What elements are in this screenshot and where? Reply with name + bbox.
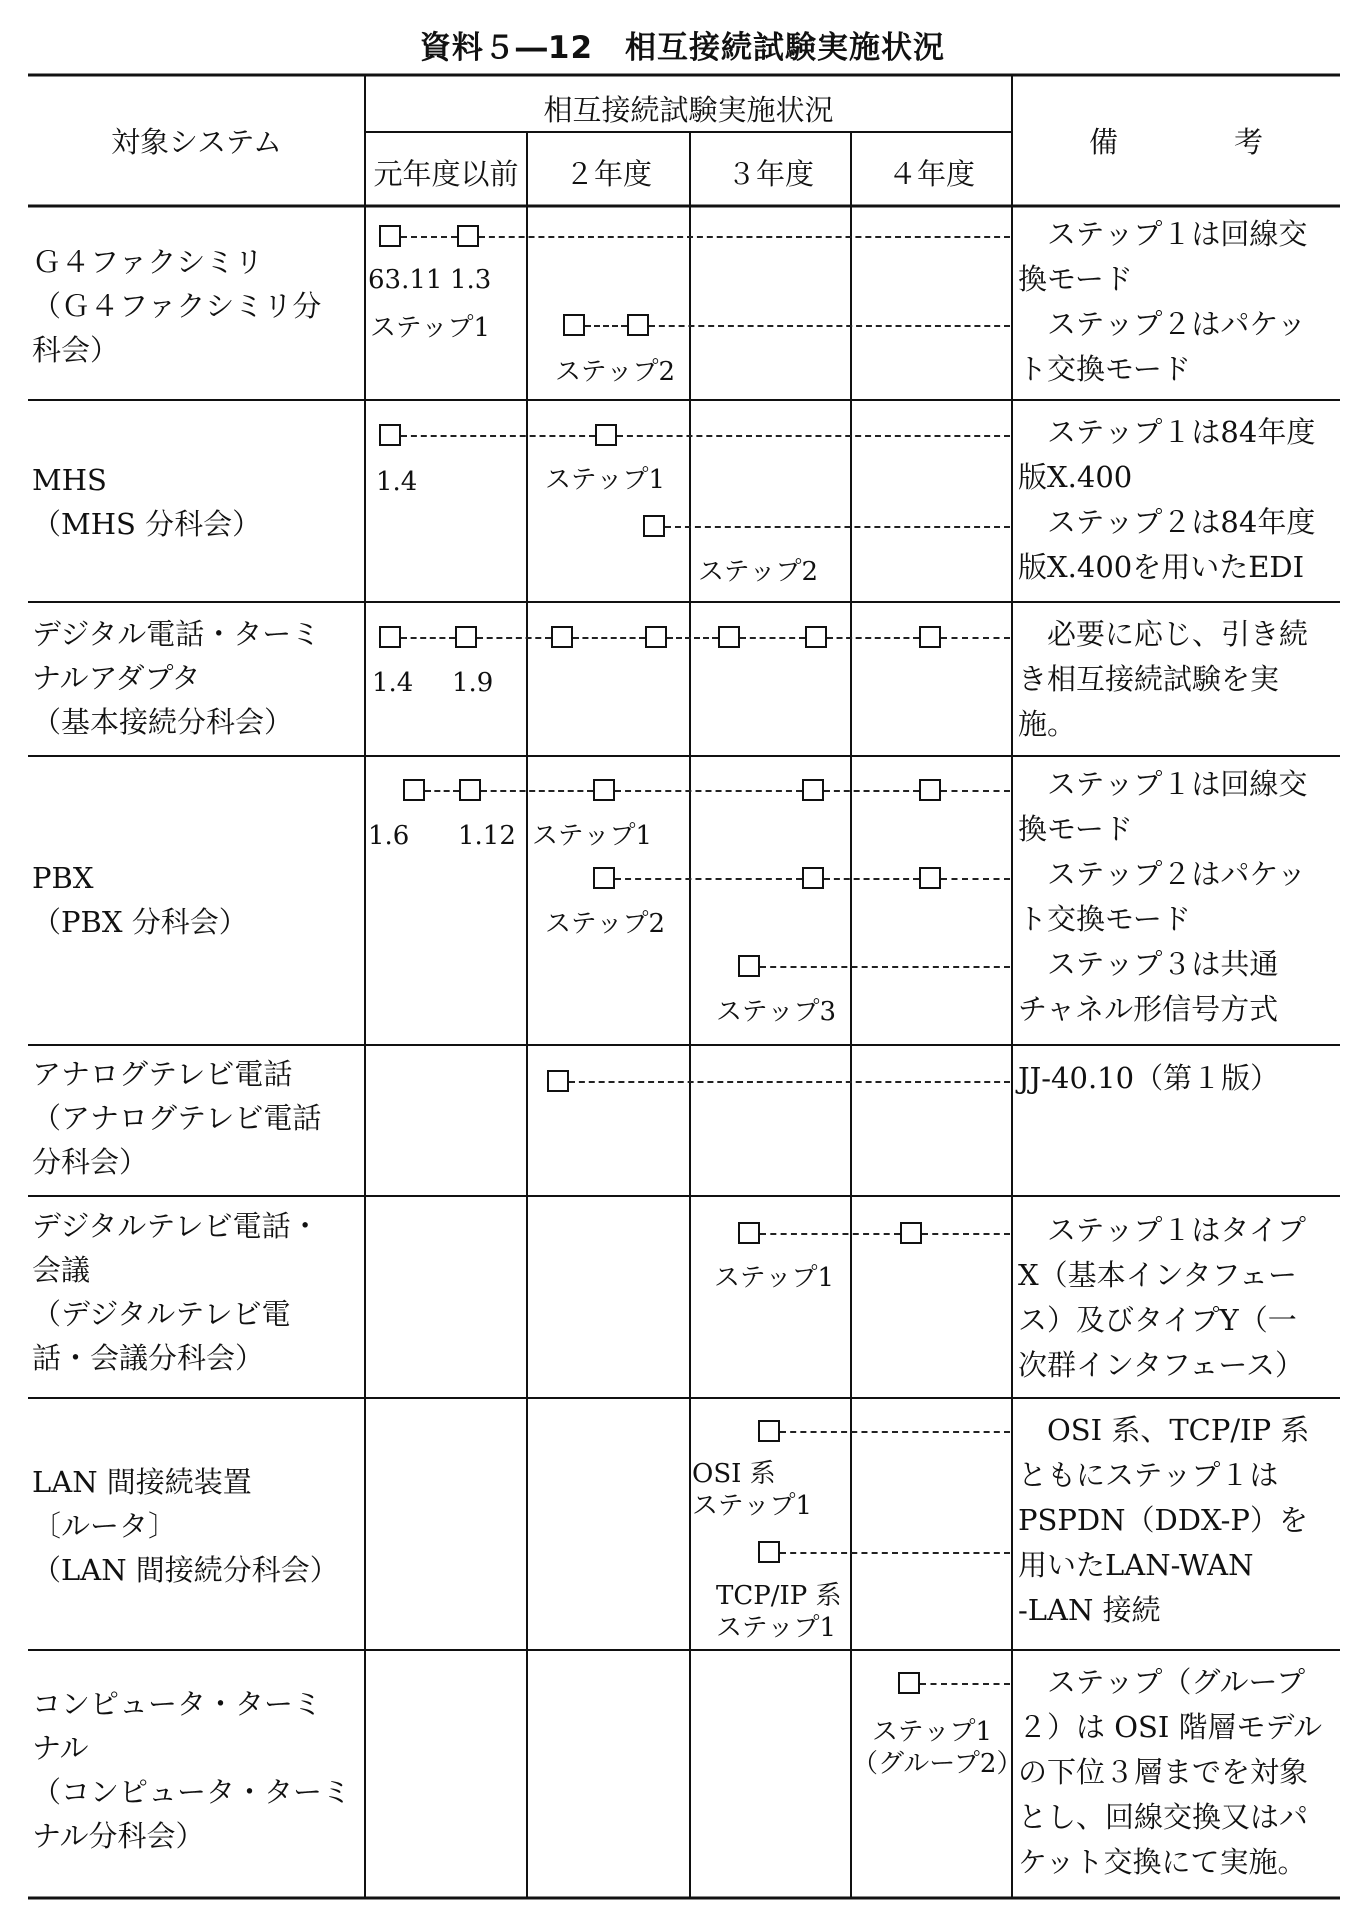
- system-pbx: PBX （PBX 分科会）: [32, 861, 248, 939]
- system-digital-tv-conference: デジタルテレビ電話・ 会議 （デジタルテレビ電 話・会議分科会）: [32, 1209, 320, 1375]
- header-status: 相互接続試験実施状況: [543, 93, 834, 127]
- step-label: ステップ1: [370, 313, 491, 343]
- timeline-line: [920, 1683, 1010, 1685]
- timeline-line: [585, 325, 627, 327]
- milestone-marker: [643, 515, 665, 537]
- milestone-marker: [547, 1070, 569, 1092]
- timeline-line: [481, 790, 593, 792]
- timeline-line: [941, 637, 1010, 639]
- milestone-marker: [645, 626, 667, 648]
- date-label: 63.11: [368, 265, 443, 295]
- timeline-line: [617, 435, 1010, 437]
- date-label: 1.12: [458, 821, 516, 851]
- timeline-line: [941, 790, 1010, 792]
- header-year-3: ４年度: [887, 157, 975, 191]
- timeline-line: [649, 325, 1010, 327]
- header-system: 対象システム: [110, 125, 283, 159]
- header-remarks: 備 考: [1088, 125, 1263, 159]
- date-label: 1.6: [368, 821, 410, 851]
- step-label: ステップ3: [716, 997, 837, 1027]
- milestone-marker: [379, 424, 401, 446]
- step-label: OSI 系: [692, 1459, 776, 1489]
- milestone-marker: [898, 1672, 920, 1694]
- milestone-marker: [455, 626, 477, 648]
- step-label: ステップ1: [716, 1613, 837, 1643]
- step-label: ステップ2: [545, 909, 666, 939]
- remarks-analog-tv-phone: JJ-40.10（第１版）: [1018, 1061, 1280, 1095]
- remarks-computer-terminal: ステップ（グループ ２）は OSI 階層モデル の下位３層までを対象 とし、回線交換又はパ ケット交換にて実施。: [1018, 1665, 1323, 1879]
- milestone-marker: [802, 867, 824, 889]
- header-year-2: ３年度: [726, 157, 814, 191]
- header-year-1: ２年度: [564, 157, 652, 191]
- milestone-marker: [718, 626, 740, 648]
- timeline-line: [824, 878, 919, 880]
- header-year-0: 元年度以前: [373, 157, 519, 191]
- milestone-marker: [551, 626, 573, 648]
- milestone-marker: [593, 779, 615, 801]
- system-digital-phone-ta: デジタル電話・ターミ ナルアダプタ （基本接続分科会）: [32, 617, 321, 739]
- milestone-marker: [563, 314, 585, 336]
- system-mhs: MHS （MHS 分科会）: [32, 463, 262, 541]
- timeline-line: [780, 1431, 1010, 1433]
- step-label: ステップ1: [532, 821, 653, 851]
- milestone-marker: [627, 314, 649, 336]
- timeline-line: [425, 790, 459, 792]
- timeline-line: [479, 236, 1010, 238]
- milestone-marker: [403, 779, 425, 801]
- remarks-lan-router: OSI 系、TCP/IP 系 ともにステップ１は PSPDN（DDX-P）を 用いたLAN-WAN -LAN 接続: [1018, 1413, 1310, 1627]
- step-label: ステップ1: [545, 465, 666, 495]
- step-label: ステップ1: [692, 1491, 813, 1521]
- system-g4-fax: Ｇ４ファクシミリ （Ｇ４ファクシミリ分 科会）: [32, 245, 322, 367]
- step-label: ステップ2: [698, 557, 819, 587]
- step-label: ステップ1: [714, 1263, 835, 1293]
- remarks-mhs: ステップ１は84年度 版X.400 ステップ２は84年度 版X.400を用いたEDI: [1018, 415, 1316, 584]
- date-label: 1.3: [450, 265, 492, 295]
- timeline-line: [401, 236, 457, 238]
- document-title: 資料５―12 相互接続試験実施状況: [419, 30, 946, 66]
- milestone-marker: [738, 1222, 760, 1244]
- system-computer-terminal: コンピュータ・ターミ ナル （コンピュータ・ターミ ナル分科会）: [32, 1687, 352, 1853]
- milestone-marker: [802, 779, 824, 801]
- system-lan-router: LAN 間接続装置 〔ルータ〕 （LAN 間接続分科会）: [32, 1465, 339, 1587]
- milestone-marker: [758, 1420, 780, 1442]
- timeline-line: [941, 878, 1010, 880]
- step-label: ステップ2: [555, 357, 676, 387]
- timeline-line: [615, 790, 802, 792]
- timeline-line: [780, 1552, 1010, 1554]
- timeline-line: [569, 1081, 1010, 1083]
- milestone-marker: [919, 867, 941, 889]
- timeline-line: [667, 637, 718, 639]
- timeline-line: [401, 435, 595, 437]
- milestone-marker: [595, 424, 617, 446]
- milestone-marker: [805, 626, 827, 648]
- remarks-g4-fax: ステップ１は回線交 換モード ステップ２はパケッ ト交換モード: [1018, 217, 1308, 386]
- timeline-line: [477, 637, 551, 639]
- milestone-marker: [919, 626, 941, 648]
- milestone-marker: [379, 225, 401, 247]
- step-label: （グループ2）: [852, 1749, 1023, 1779]
- date-label: 1.4: [376, 467, 418, 497]
- timeline-line: [827, 637, 919, 639]
- milestone-marker: [758, 1541, 780, 1563]
- date-label: 1.4: [372, 668, 414, 698]
- timeline-line: [760, 966, 1010, 968]
- milestone-marker: [457, 225, 479, 247]
- timeline-line: [615, 878, 802, 880]
- milestone-marker: [593, 867, 615, 889]
- milestone-marker: [379, 626, 401, 648]
- system-analog-tv-phone: アナログテレビ電話 （アナログテレビ電話 分科会）: [32, 1057, 322, 1179]
- timeline-line: [760, 1233, 900, 1235]
- date-label: 1.9: [452, 668, 494, 698]
- timeline-line: [824, 790, 919, 792]
- milestone-marker: [919, 779, 941, 801]
- remarks-digital-phone-ta: 必要に応じ、引き続 き相互接続試験を実 施。: [1018, 617, 1309, 741]
- remarks-pbx: ステップ１は回線交 換モード ステップ２はパケッ ト交換モード ステップ３は共通 チャネル形信号方式: [1018, 767, 1308, 1026]
- milestone-marker: [738, 955, 760, 977]
- timeline-line: [573, 637, 645, 639]
- milestone-marker: [900, 1222, 922, 1244]
- timeline-line: [665, 526, 1010, 528]
- remarks-digital-tv-conference: ステップ１はタイプ X（基本インタフェー ス）及びタイプY（一 次群インタフェース）: [1018, 1213, 1306, 1382]
- timeline-line: [922, 1233, 1010, 1235]
- timeline-line: [740, 637, 805, 639]
- step-label: TCP/IP 系: [716, 1581, 842, 1611]
- milestone-marker: [459, 779, 481, 801]
- step-label: ステップ1: [871, 1717, 993, 1747]
- timeline-line: [401, 637, 455, 639]
